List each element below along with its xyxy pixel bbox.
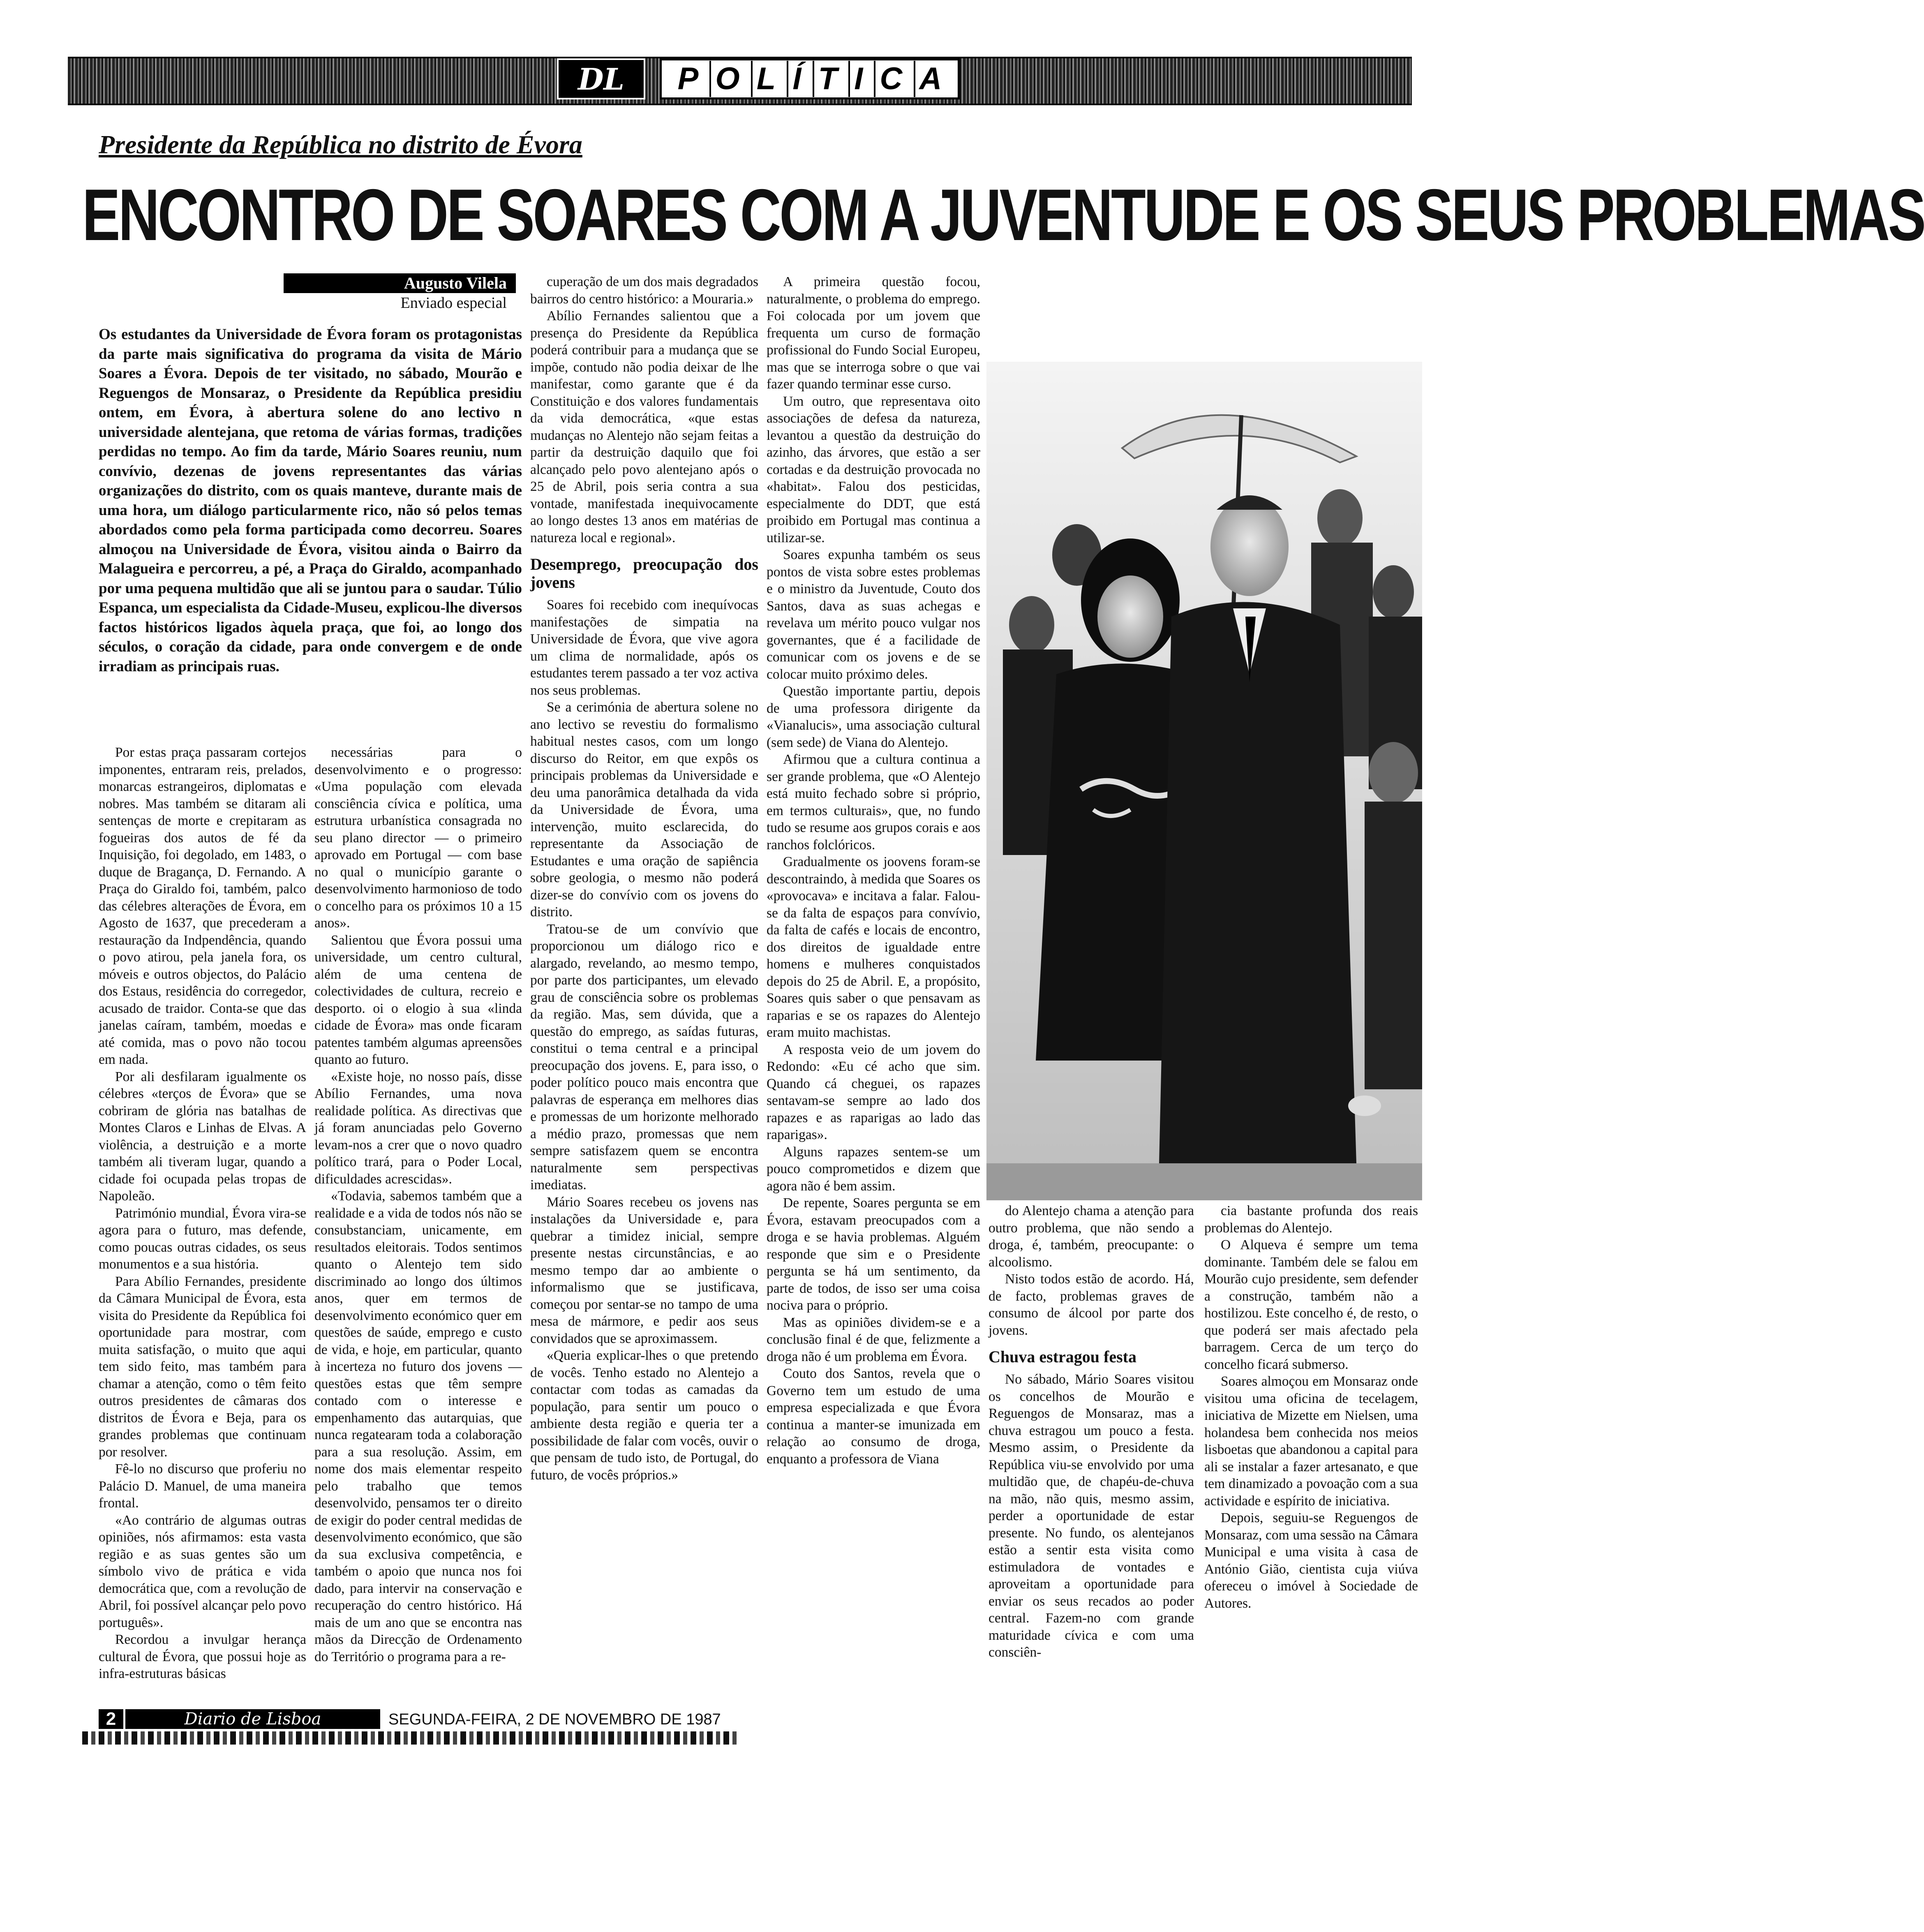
headline: ENCONTRO DE SOARES COM A JUVENTUDE E OS SEUS PROBLEMAS <box>82 174 1924 256</box>
subheading: Desemprego, preocupação dos jovens <box>530 555 758 592</box>
section-letter: O <box>709 61 744 97</box>
paragraph: cuperação de um dos mais degradados bairros do centro histórico: a Mouraria.» <box>530 274 758 307</box>
column-2 <box>314 744 522 1698</box>
paragraph: Tratou-se de um convívio que proporcionou um diálogo rico e alargado, revelando, ao mesmo tempo, por parte dos participantes, um elevado grau de consciência sobre os problemas da região. Mas, sem dúvida, que a questão do emprego, as saídas futuras, constitui o tema central e a principal preocupação dos jovens. E, para isso, o poder político pouco mais encontra que palavras de esperança em melhores dias e promessas de um horizonte melhorado a médio prazo, promessas que nem sempre satisfazem quem se encontra naturalmente sem perspectivas imediatas. <box>530 921 758 1192</box>
paragraph: Mas as opiniões dividem-se e a conclusão final é de que, felizmente a droga não é um problema em Évora. <box>767 1315 980 1364</box>
paragraph: De repente, Soares pergunta se em Évora, estavam preocupados com a droga e se havia problemas. Alguém responde que sim e o Presidente pergunta se há um sentimento, da parte de todos, de isso ser uma coisa nociva para o próprio. <box>767 1195 980 1313</box>
paragraph: Mário Soares recebeu os jovens nas instalações da Universidade e, para quebrar a timidez inicial, sempre presente nestas circunstâncias, e ao mesmo tempo dar ao ambiente o informalismo que se justificava, começou por sentar-se no tampo de uma mesa de mármore, e pedir aos seus convidados que se aproximassem. <box>530 1194 758 1346</box>
section-letter: L <box>751 61 780 97</box>
paragraph: Recordou a invulgar herança cultural de Évora, que possui hoje as infra-estruturas básicas <box>99 1632 306 1681</box>
section-letter: Í <box>787 61 805 97</box>
section-letter: A <box>914 61 946 97</box>
paragraph: Património mundial, Évora vira-se agora para o futuro, mas defende, como poucas outras cidades, os seus monumentos e a sua história. <box>99 1205 306 1272</box>
kicker: Presidente da República no distrito de Évora <box>99 130 582 159</box>
paragraph: Fê-lo no discurso que proferiu no Palácio D. Manuel, de uma maneira frontal. <box>99 1461 306 1511</box>
photo-image <box>986 362 1422 1200</box>
footer-band <box>82 1731 740 1745</box>
paragraph: Salientou que Évora possui uma universidade, um centro cultural, além de uma centena de colectividades de cultura, recreio e desporto. oi o elogio à sua «linda cidade de Évora» mas onde ficaram patentes também algumas apreensões quanto ao futuro. <box>314 932 522 1067</box>
section-label <box>660 58 960 99</box>
paragraph: A resposta veio de um jovem do Redondo: «Eu cé acho que sim. Quando cá cheguei, os rapazes sentavam-se sempre ao lado dos rapazes e as raparigas ao lado das raparigas». <box>767 1042 980 1142</box>
paragraph: do Alentejo chama a atenção para outro problema, que não sendo a droga, é, também, preocupante: o alcoolismo. <box>989 1203 1194 1270</box>
paragraph: Nisto todos estão de acordo. Há, de facto, problemas graves de consumo de álcool por parte dos jovens. <box>989 1271 1194 1338</box>
column-3 <box>530 273 758 1698</box>
paragraph: Alguns rapazes sentem-se um pouco comprometidos e dizem que agora não é bem assim. <box>767 1144 980 1194</box>
paragraph: Depois, seguiu-se Reguengos de Monsaraz, com uma sessão na Câmara Municipal e uma visita à casa de António Gião, cientista cuja viúva ofereceu o imóvel à Sociedade de Autores. <box>1204 1510 1418 1611</box>
news-photo <box>986 362 1422 1200</box>
paragraph: Por estas praça passaram cortejos imponentes, entraram reis, prelados, monarcas estrangeiros, diplomatas e nobres. Mas também se ditaram ali sentenças de morte e crepitaram as fogueiras dos autos de fé da Inquisição, foi degolado, em 1483, o duque de Bragança, D. Fernando. A Praça do Giraldo foi, também, palco das célebres alterações de Évora, em Agosto de 1637, que precederam a restauração da Indpendência, quando o povo atirou, pela janela fora, os móveis e outros objectos, do Palácio dos Estaus, residência do corregedor, acusado de traidor. Conta-se que das janelas caíram, também, moedas e até comida, mas o povo não tocou em nada. <box>99 745 306 1067</box>
lead-paragraph: Os estudantes da Universidade de Évora foram os protagonistas da parte mais significativa do programa da visita de Mário Soares a Évora. Depois de ter visitado, no sábado, Mourão e Reguengos de Monsaraz, o Presidente da República presidiu ontem, em Évora, à abertura solene do ano lectivo n universidade alentejana, que retoma de várias formas, tradições perdidas no tempo. Ao fim da tarde, Mário Soares reuniu, num convívio, dezenas de jovens representantes das várias organizações do distrito, com os quais manteve, durante mais de uma hora, um diálogo particularmente rico, não só pelos temas abordados como pela forma participada como decorreu. Soares almoçou na Universidade de Évora, visitou ainda o Bairro da Malagueira e percorreu, a pé, a Praça do Giraldo, acompanhado por uma pequena multidão que ali se juntou para o saudar. Túlio Espanca, um especialista da Cidade-Museu, explicou-lhe diversos factos históricos ligados àquela praça, que foi, ao longo dos séculos, o coração da cidade, para onde convergem e de onde irradiam as principais ruas. <box>99 326 522 675</box>
author-name: Augusto Vilela <box>284 273 516 293</box>
paragraph: Abílio Fernandes salientou que a presença do Presidente da República poderá contribuir para a mudança que se impõe, contudo não podia deixar de lhe manifestar, como garante que é da Constituição e dos valores fundamentais da vida democrática, «que estas mudanças no Alentejo não sejam feitas a partir da destruição daquilo que foi alcançado pelo povo alentejano após o 25 de Abril, pois seria contra a sua vontade, manifestada inequivocamente ao longo destes 13 anos em matérias de natureza local e regional». <box>530 308 758 545</box>
paragraph: Soares almoçou em Monsaraz onde visitou uma oficina de tecelagem, iniciativa de Mizette em Nielsen, uma holandesa bem conhecida nos meios lisboetas que abandonou a capital para ali se instalar a fazer artesanato, e que tem dinamizado a povoação com a sua actividade e espírito de iniciativa. <box>1204 1374 1418 1509</box>
footer-date: SEGUNDA-FEIRA, 2 DE NOVEMBRO DE 1987 <box>388 1711 721 1728</box>
section-letter: C <box>874 61 906 97</box>
paragraph: O Alqueva é sempre um tema dominante. Também dele se falou em Mourão cujo presidente, sem defender a construção, também não a hostilizou. Este concelho é, de resto, o que poderá ser mais afectado pela barragem. Cerca de um terço do concelho ficará submerso. <box>1204 1237 1418 1372</box>
paragraph: «Existe hoje, no nosso país, disse Abílio Fernandes, uma nova realidade política. As directivas que já foram anunciadas pelo Governo levam-nos a crer que o novo quadro político trará, para o Poder Local, dificuldades acrescidas». <box>314 1069 522 1187</box>
column-1 <box>99 744 306 1698</box>
paragraph: Afirmou que a cultura continua a ser grande problema, que «O Alentejo está muito fechado sobre si próprio, em termos culturais», que, no fundo tudo se resume aos grupos corais e aos ranchos folclóricos. <box>767 752 980 853</box>
paragraph: Questão importante partiu, depois de uma professora dirigente da «Vianalucis», uma associação cultural (sem sede) de Viana do Alentejo. <box>767 684 980 750</box>
paragraph: Um outro, que representava oito associações de defesa da natureza, levantou a questão da destruição do azinho, das árvores, que estão a ser cortadas e da destruição provocada no «habitat». Falou dos pesticidas, especialmente do DDT, que está proibido em Portugal mas continua a utilizar-se. <box>767 393 980 545</box>
paragraph: Couto dos Santos, revela que o Governo tem um estudo de uma empresa especializada e que Évora continua a manter-se imunizada em relação ao consumo de droga, enquanto a professora de Viana <box>767 1366 980 1467</box>
newspaper-logo: DL <box>557 58 645 99</box>
column-5 <box>989 1202 1194 1698</box>
paragraph: Por ali desfilaram igualmente os célebres «terços de Évora» que se cobriram de glória nas batalhas de Montes Claros e Linhas de Elvas. A violência, a destruição e a morte também ali tiveram lugar, quando a cidade foi ocupada pelas tropas de Napoleão. <box>99 1069 306 1204</box>
paragraph: Para Abílio Fernandes, presidente da Câmara Municipal de Évora, esta visita do Presidente da República foi oportunidade para mostrar, com muita satisfação, o muito que aqui tem sido feito, mas também para chamar a atenção, como o têm feito outros presidentes de câmaras dos distritos de Évora e Beja, para os grandes problemas que continuam por resolver. <box>99 1273 306 1460</box>
paragraph: Gradualmente os joovens foram-se descontraindo, à medida que Soares os «provocava» e incitava a falar. Falou-se da falta de espaços para convívio, da falta de cafés e locais de encontro, dos direitos de igualdade entre homens e mulheres conquistados depois do 25 de Abril. E, a propósito, Soares quis saber o que pensavam as raparias e se os rapazes do Alentejo eram muito machistas. <box>767 854 980 1040</box>
paragraph: «Todavia, sabemos também que a realidade e a vida de todos nós não se consubstanciam, unicamente, em resultados eleitorais. Todos sentimos quanto o Alentejo tem sido discriminado ao longo dos últimos anos, quer em termos de desenvolvimento económico quer em questões de saúde, emprego e custo de vida, e hoje, em particular, quanto à incerteza no futuro dos jovens — questões estas que têm sempre contado com o interesse e empenhamento das autarquias, que nunca regatearam toda a colaboração para a sua resolução. Assim, em nome dos mais elementar respeito pelo trabalho que temos desenvolvido, pensamos ter o direito de exigir do poder central medidas de desenvolvimento económico, que são da sua exclusiva competência, e também o apoio que nunca nos foi dado, para intervir na conservação e recuperação do centro histórico. Há mais de um ano que se encontra nas mãos da Direcção de Ordenamento do Território o programa para a re- <box>314 1188 522 1664</box>
paragraph: A primeira questão focou, naturalmente, o problema do emprego. Foi colocada por um jovem que frequenta um curso de formação profissional do Fundo Social Europeu, mas que se interroga sobre o que vai fazer quando terminar esse curso. <box>767 274 980 392</box>
column-4 <box>767 273 980 1698</box>
section-letter: P <box>677 61 699 96</box>
column-6 <box>1204 1202 1418 1698</box>
author-role: Enviado especial <box>400 294 507 312</box>
paragraph: cia bastante profunda dos reais problemas do Alentejo. <box>1204 1203 1418 1236</box>
paragraph: No sábado, Mário Soares visitou os concelhos de Mourão e Reguengos de Monsaraz, mas a chuva estragou um pouco a festa. Mesmo assim, o Presidente da República viu-se envolvido por uma multidão que, de chapéu-de-chuva na mão, não quis, mesmo assim, perder a oportunidade de estar presente. No fundo, os alentejanos estão a sentir esta visita como estimuladora de vontades e aproveitam a oportunidade para enviar os seus recados ao poder central. Fazem-no com grande maturidade cívica e com uma consciên- <box>989 1372 1194 1660</box>
subheading: Chuva estragou festa <box>989 1347 1136 1366</box>
section-letter: I <box>848 61 867 97</box>
page-number: 2 <box>99 1709 123 1729</box>
paragraph: Soares foi recebido com inequívocas manifestações de simpatia na Universidade de Évora, que vive agora um clima de normalidade, após os estudantes terem passado a ter voz activa nos seus problemas. <box>530 597 758 698</box>
paragraph: «Ao contrário de algumas outras opiniões, nós afirmamos: esta vasta região e as suas gentes são um símbolo vivo de prática e vida democrática que, com a revolução de Abril, foi possível alcançar pelo povo português». <box>99 1512 306 1630</box>
paragraph: «Queria explicar-lhes o que pretendo de vocês. Tenho estado no Alentejo a contactar com todas as camadas da população, para sentir um pouco o ambiente desta região e queria ter a possibilidade de falar com vocês, ouvir o que pensam de tudo isto, de Portugal, do futuro, de vocês próprios.» <box>530 1348 758 1483</box>
paragraph: necessárias para o desenvolvimento e o progresso: «Uma população com elevada consciência cívica e política, uma estrutura urbanística consagrada no seu plano director — o primeiro aprovado em Portugal — com base no qual o município garante o desenvolvimento harmonioso de todo o concelho para os próximos 10 a 15 anos». <box>314 745 522 931</box>
section-letter: T <box>813 61 841 97</box>
footer-paper-name: Diario de Lisboa <box>125 1709 380 1729</box>
paragraph: Soares expunha também os seus pontos de vista sobre estes problemas e o ministro da Juventude, Couto dos Santos, dava as suas achegas e revelava um mérito pouco vulgar nos governantes, que é a facilidade de comunicar com os jovens e de se colocar muito próximo deles. <box>767 547 980 682</box>
paragraph: Se a cerimónia de abertura solene no ano lectivo se revestiu do formalismo habitual nestes casos, com um longo discurso do Reitor, em que expôs os principais problemas da Universidade e deu uma panorâmica detalhada da vida da Universidade de Évora, uma intervenção, muito esclarecida, do representante da Associação de Estudantes e uma oração de sapiência sobre geologia, o mesmo não poderá dizer-se do convívio com os jovens do distrito. <box>530 700 758 920</box>
